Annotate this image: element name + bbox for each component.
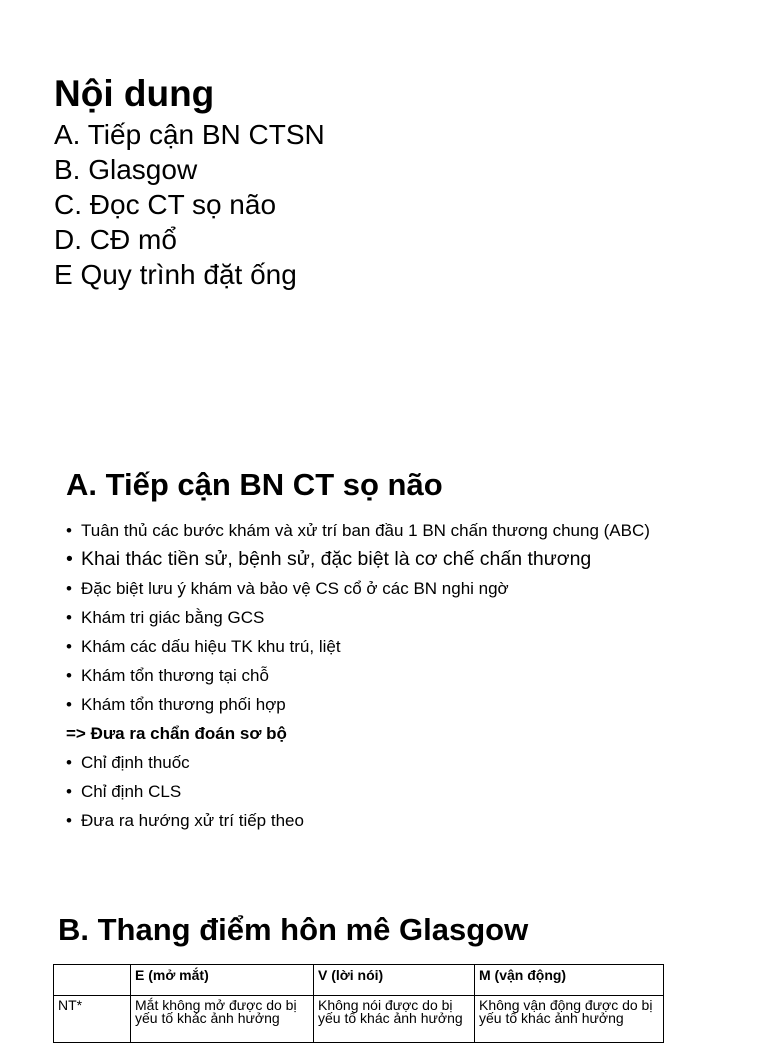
bullet-item <box>66 516 650 545</box>
verbal-cell: Không nói được do bị yếu tố khác ảnh hưởng <box>314 996 475 1043</box>
bullet-icon: • <box>66 811 72 830</box>
bullet-item <box>66 806 650 835</box>
bullet-icon: • <box>66 753 72 772</box>
bullet-item <box>66 777 650 806</box>
bullet-item <box>66 632 650 661</box>
glasgow-table <box>53 964 664 1043</box>
bullet-icon: • <box>66 782 72 801</box>
section-a-heading: A. Tiếp cận BN CT sọ não <box>66 467 443 502</box>
bullet-text: Khám các dấu hiệu TK khu trú, liệt <box>81 637 341 656</box>
bullet-text: Chỉ định thuốc <box>81 753 190 772</box>
bullet-text: Đưa ra hướng xử trí tiếp theo <box>81 811 304 830</box>
bullet-icon: • <box>66 666 72 685</box>
row-label-cell: NT* <box>54 996 131 1043</box>
contents-list <box>54 117 325 292</box>
contents-item: A. Tiếp cận BN CTSN <box>54 119 325 150</box>
eye-cell: Mắt không mở được do bị yếu tố khác ảnh hưởng <box>131 996 314 1043</box>
table-header-row <box>54 965 664 996</box>
bullet-item <box>66 603 650 632</box>
bullet-text: Chỉ định CLS <box>81 782 182 801</box>
column-header-motor: M (vận động) <box>475 965 664 996</box>
bullet-text: Khám tổn thương phối hợp <box>81 695 286 714</box>
bullet-text: Đặc biệt lưu ý khám và bảo vệ CS cổ ở các BN nghi ngờ <box>81 579 509 598</box>
bullet-icon: • <box>66 637 72 656</box>
column-header-empty <box>54 965 131 996</box>
bullet-icon: • <box>66 608 72 627</box>
bullet-icon: • <box>66 521 72 540</box>
bullet-item <box>66 574 650 603</box>
contents-item: C. Đọc CT sọ não <box>54 189 277 220</box>
contents-item: E Quy trình đặt ống <box>54 259 297 290</box>
section-a-bullet-list <box>66 516 650 835</box>
bullet-text: Khám tổn thương tại chỗ <box>81 666 269 685</box>
table-row <box>54 996 664 1043</box>
contents-heading: Nội dung <box>54 73 215 114</box>
bullet-icon: • <box>66 695 72 714</box>
bullet-text: Tuân thủ các bước khám và xử trí ban đầu 1 BN chấn thương chung (ABC) <box>81 521 650 540</box>
bullet-text: Khám tri giác bằng GCS <box>81 608 265 627</box>
contents-item: D. CĐ mổ <box>54 224 177 255</box>
contents-item: B. Glasgow <box>54 154 198 185</box>
conclusion-line: => Đưa ra chẩn đoán sơ bộ <box>66 724 287 743</box>
bullet-text: Khai thác tiền sử, bệnh sử, đặc biệt là cơ chế chấn thương <box>81 548 592 570</box>
column-header-eye: E (mở mắt) <box>131 965 314 996</box>
column-header-verbal: V (lời nói) <box>314 965 475 996</box>
bullet-icon: • <box>66 579 72 598</box>
bullet-item <box>66 661 650 690</box>
bullet-icon: • <box>66 548 73 570</box>
motor-cell: Không vận động được do bị yếu tố khác ảnh hưởng <box>475 996 664 1043</box>
section-b-heading: B. Thang điểm hôn mê Glasgow <box>58 912 529 947</box>
bullet-item <box>66 748 650 777</box>
bullet-item <box>66 545 650 574</box>
bullet-item <box>66 690 650 719</box>
